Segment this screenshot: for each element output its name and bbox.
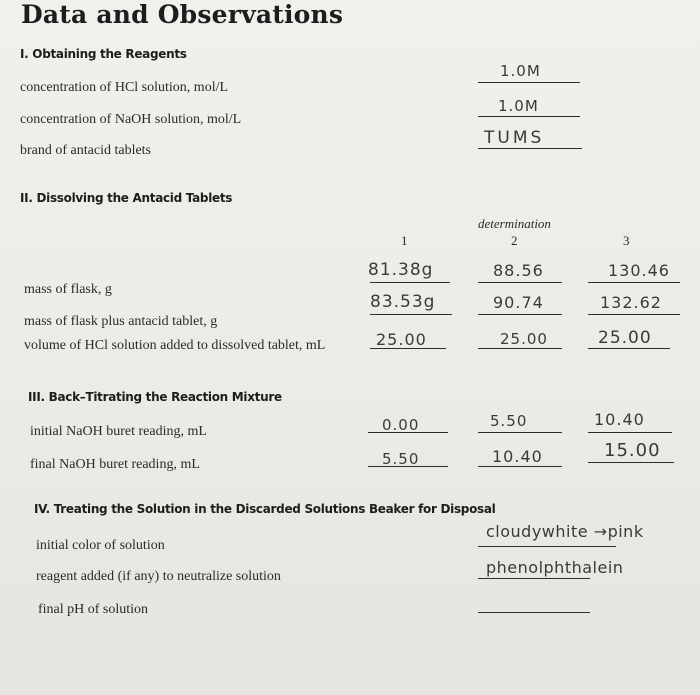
section-1-heading: I. Obtaining the Reagents <box>20 47 187 61</box>
initial-buret-line-3 <box>588 432 672 433</box>
final-buret-line-3 <box>588 462 674 463</box>
section-2-heading: II. Dissolving the Antacid Tablets <box>20 191 233 205</box>
naoh-concentration-line <box>478 116 580 117</box>
column-header-2: 2 <box>511 233 518 248</box>
column-header-3: 3 <box>623 233 630 248</box>
hcl-volume-line-2 <box>478 348 562 349</box>
final-buret-line-2 <box>478 466 562 467</box>
hcl-volume-line-3 <box>588 348 670 349</box>
final-ph-line <box>478 612 590 613</box>
initial-buret-label: initial NaOH buret reading, mL <box>30 424 207 439</box>
antacid-brand-value: TUMS <box>484 128 545 148</box>
initial-color-line <box>478 546 616 547</box>
antacid-brand-line <box>478 148 582 149</box>
hcl-concentration-line <box>478 82 580 83</box>
column-header-1: 1 <box>401 233 408 248</box>
page-title: Data and Observations <box>21 0 344 29</box>
mass-flask-tablet-value-3: 132.62 <box>600 293 662 312</box>
final-buret-line-1 <box>368 466 448 467</box>
final-ph-label: final pH of solution <box>38 602 149 617</box>
hcl-concentration-label: concentration of HCl solution, mol/L <box>20 80 229 95</box>
mass-flask-tablet-value-2: 90.74 <box>493 293 544 312</box>
section-3-heading: III. Back–Titrating the Reaction Mixture <box>28 390 282 404</box>
mass-flask-value-2: 88.56 <box>493 261 544 280</box>
section-4-heading: IV. Treating the Solution in the Discarded Solutions Beaker for Disposal <box>34 502 496 516</box>
mass-flask-tablet-line-3 <box>588 314 680 315</box>
mass-flask-label: mass of flask, g <box>24 282 112 297</box>
determination-label: determination <box>478 216 551 231</box>
initial-buret-value-1: 0.00 <box>382 416 420 434</box>
hcl-volume-value-1: 25.00 <box>376 330 427 349</box>
mass-flask-tablet-label: mass of flask plus antacid tablet, g <box>24 314 218 329</box>
initial-color-value: cloudywhite →pink <box>486 522 644 541</box>
antacid-brand-label: brand of antacid tablets <box>20 143 152 158</box>
final-buret-value-1: 5.50 <box>382 450 420 468</box>
mass-flask-tablet-line-2 <box>478 314 562 315</box>
hcl-volume-value-2: 25.00 <box>500 330 548 348</box>
hcl-volume-label: volume of HCl solution added to dissolved tablet, mL <box>24 338 326 353</box>
reagent-added-line <box>478 578 590 579</box>
hcl-concentration-value: 1.0M <box>500 62 541 80</box>
mass-flask-line-3 <box>588 282 680 283</box>
reagent-added-label: reagent added (if any) to neutralize solution <box>36 569 281 584</box>
naoh-concentration-value: 1.0M <box>498 97 539 115</box>
mass-flask-tablet-value-1: 83.53g <box>370 292 436 312</box>
final-buret-value-3: 15.00 <box>604 440 661 461</box>
initial-color-label: initial color of solution <box>36 538 165 553</box>
mass-flask-line-1 <box>370 282 450 283</box>
reagent-added-value: phenolphthalein <box>486 558 624 577</box>
mass-flask-value-1: 81.38g <box>368 260 434 280</box>
mass-flask-value-3: 130.46 <box>608 261 670 280</box>
mass-flask-tablet-line-1 <box>370 314 452 315</box>
final-buret-value-2: 10.40 <box>492 447 543 466</box>
initial-buret-value-3: 10.40 <box>594 410 645 429</box>
mass-flask-line-2 <box>478 282 562 283</box>
final-buret-label: final NaOH buret reading, mL <box>30 457 200 472</box>
hcl-volume-value-3: 25.00 <box>598 328 652 348</box>
naoh-concentration-label: concentration of NaOH solution, mol/L <box>20 112 242 127</box>
initial-buret-line-2 <box>478 432 562 433</box>
initial-buret-line-1 <box>368 432 448 433</box>
initial-buret-value-2: 5.50 <box>490 412 528 430</box>
hcl-volume-line-1 <box>370 348 446 349</box>
